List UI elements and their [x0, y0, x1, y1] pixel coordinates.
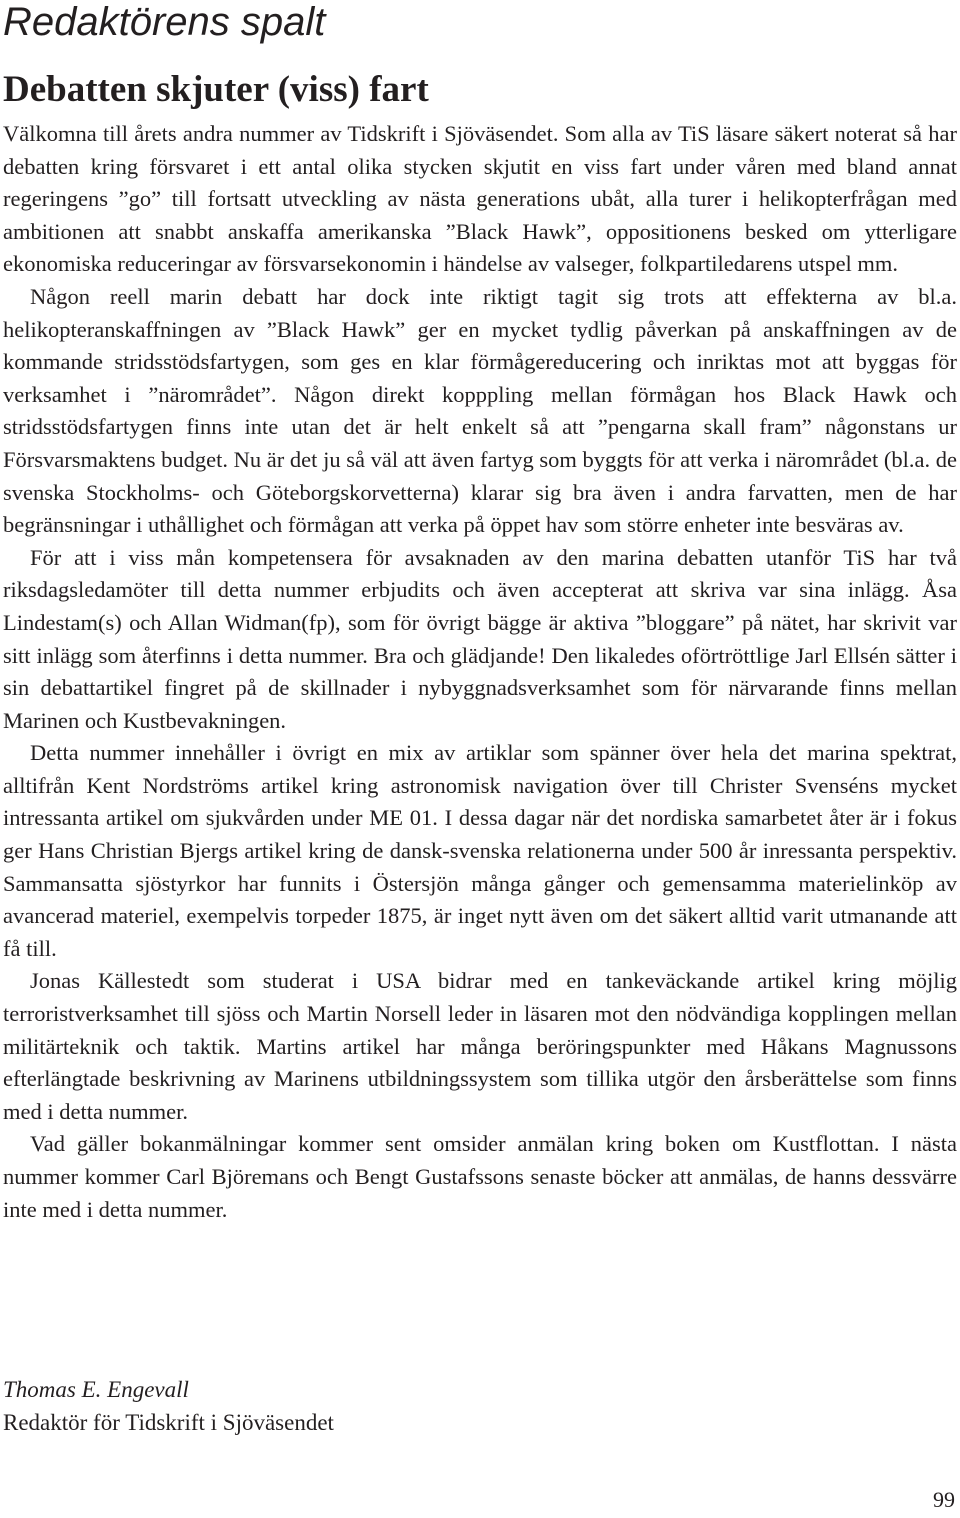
author-name: Thomas E. Engevall: [3, 1377, 189, 1402]
author-role: Redaktör för Tidskrift i Sjöväsendet: [3, 1409, 334, 1435]
paragraph-5: Jonas Källestedt som studerat i USA bidrar med en tankeväckande artikel kring möjlig terroristverksamhet till sjöss och Martin Norsell leder in läsaren mot den nödvändiga kopplingen mellan militärteknik och taktik. Martins artikel har många beröringspunkter med Håkans Magnussons efterlängtade beskrivning av Marinens utbildningssystem som tillika utgör den årsberättelse som finns med i detta nummer.: [3, 968, 957, 1124]
paragraph-6: Vad gäller bokanmälningar kommer sent omsider anmälan kring boken om Kustflottan. I nästa nummer kommer Carl Björemans och Bengt Gustafssons senaste böcker att anmälas, de hanns dessvärre inte med i detta nummer.: [3, 1131, 957, 1222]
paragraph-3: För att i viss mån kompetensera för avsaknaden av den marina debatten utanför TiS har två riksdagsledamöter till detta nummer erbjudits och även accepterat att skriva var sina inlägg. Åsa Lindestam(s) och Allan Widman(fp), som för övrigt bägge är aktiva ”bloggare” på nätet, har skrivit var sitt inlägg som återfinns i detta nummer. Bra och glädjande! Den likaledes oförtröttlige Jarl Ellsén sätter i sin debattartikel fingret på de skillnader i nybyggnadsverksamhet som för närvarande finns mellan Marinen och Kustbevakningen.: [3, 544, 957, 733]
article-headline: Debatten skjuter (viss) fart: [3, 69, 429, 110]
paragraph-4: Detta nummer innehåller i övrigt en mix av artiklar som spänner över hela det marina spektrat, alltifrån Kent Nordströms artikel kring astronomisk navigation över till Christer Svenséns mycket intressanta artikel om sjukvården under ME 01. I dessa dagar när det nordiska samarbetet åter är i fokus ger Hans Christian Bjergs artikel kring de dansk-svenska relationerna under 500 år inressanta perspektiv. Sammansatta sjöstyrkor har funnits i Östersjön många gånger och gemensamma materielinköp av avancerad materiel, exempelvis torpeder 1875, är inget nytt även om det säkert alltid varit utmanande att få till.: [3, 740, 957, 961]
article-body: [3, 118, 957, 1226]
section-title: Redaktörens spalt: [3, 0, 326, 44]
signature-block: [3, 1374, 334, 1439]
paragraph-1: Välkomna till årets andra nummer av Tidskrift i Sjöväsendet. Som alla av TiS läsare säkert noterat så har debatten kring försvaret i ett antal olika stycken skjutit en viss fart under våren med bland annat regeringens ”go” till fortsatt utveckling av nästa generations ubåt, alla turer i helikopterfrågan med ambitionen att snabbt anskaffa amerikanska ”Black Hawk”, oppositionens besked om ytterligare ekonomiska reduceringar av försvarsekonomin i händelse av valseger, folkpartiledarens utspel mm.: [3, 121, 957, 277]
paragraph-2: Någon reell marin debatt har dock inte riktigt tagit sig trots att effekterna av bl.a. helikopteranskaffningen av ”Black Hawk” ger en mycket tydlig påverkan på anskaffningen av de kommande stridsstödsfartygen, som ges en klar förmågereducering och inriktas mot att byggas för verksamhet i ”närområdet”. Någon direkt kopppling mellan förmågan hos Black Hawk och stridsstödsfartygen finns inte utan det är helt enkelt så att ”pengarna skall fram” någonstans ur Försvarsmaktens budget. Nu är det ju så väl att även fartyg som byggts för att verka i närområdet (bl.a. de svenska Stockholms- och Göteborgskorvetterna) klarar sig bra även i andra farvatten, men de har begränsningar i uthållighet och förmågan att verka på öppet hav som större enheter inte besväras av.: [3, 283, 957, 538]
page-number: 99: [933, 1487, 955, 1512]
